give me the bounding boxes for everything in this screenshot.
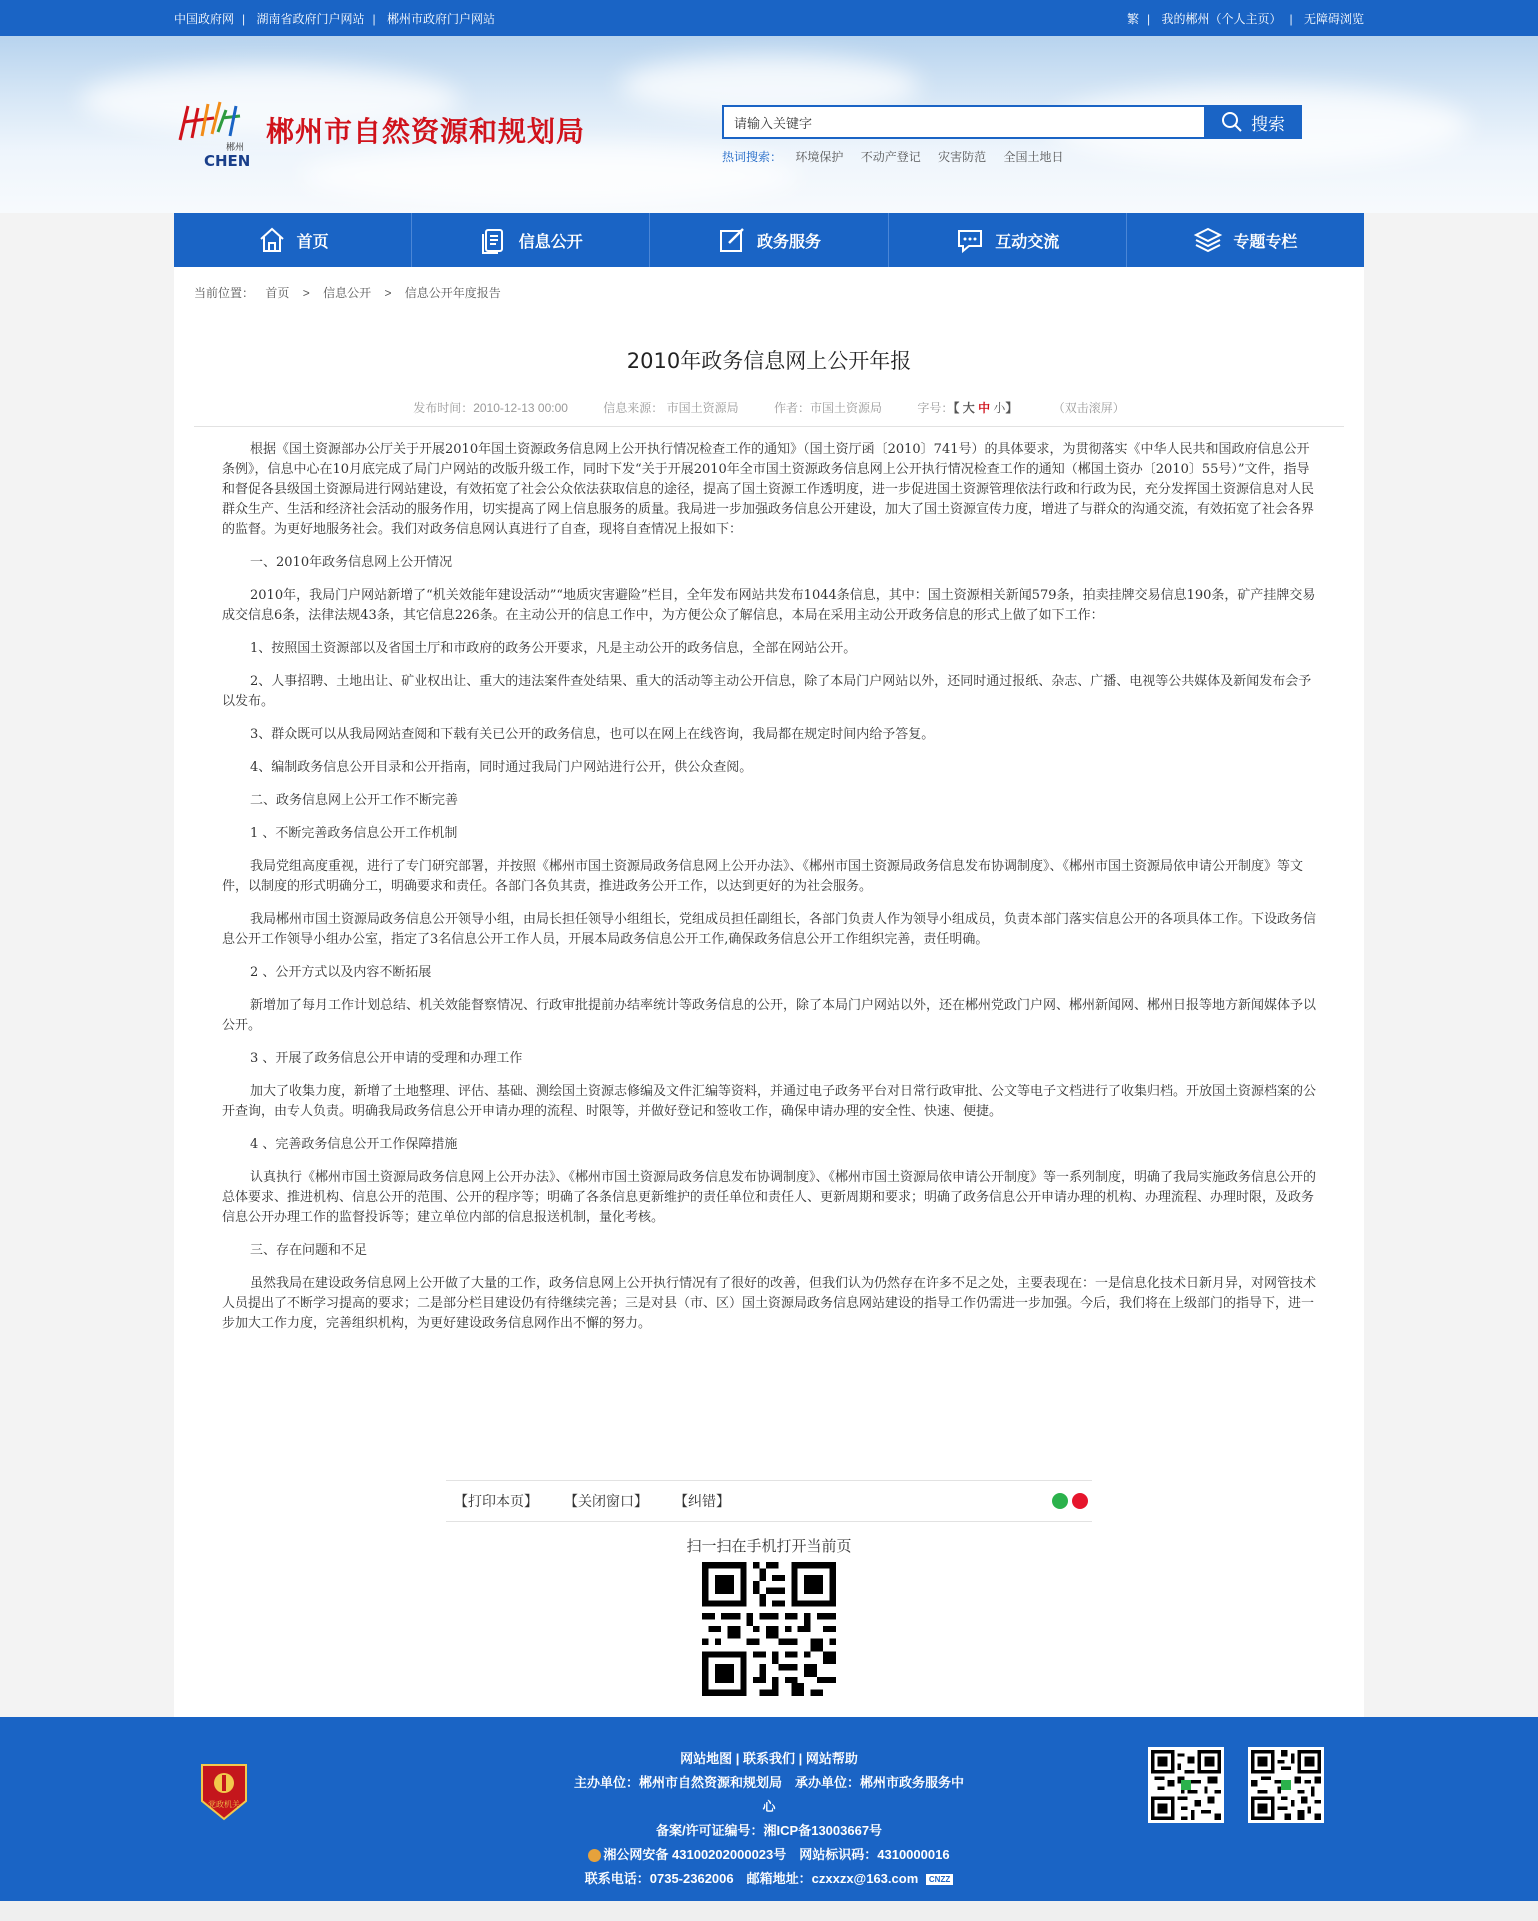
nav-item-home[interactable] [174,213,412,267]
home-icon [257,225,287,255]
print-button[interactable]: 【打印本页】 [454,1494,538,1510]
article-paragraph: 2010年，我局门户网站新增了“机关效能年建设活动”“地质灾害避险”栏目，全年发布网站共发布1044条信息，其中：国土资源相关新闻579条，拍卖挂牌交易信息190条，矿产挂牌交易成交信息6条，法律法规43条，其它信息226条。在主动公开的信息工作中，为方便公众了解信息，本局在采用主动公开政务信息的形式上做了如下工作： [222,588,1316,623]
top-bar [0,0,1538,36]
nav-label: 信息公开 [518,231,583,251]
logo-text: CHEN [204,152,251,170]
font-big-button[interactable]: 大 [962,401,975,415]
accessibility-link[interactable]: 无障碍浏览 [1303,11,1364,26]
hot-words-label: 热词搜索： [722,150,783,164]
divider [194,426,1344,427]
article-paragraph: 2 、公开方式以及内容不断拓展 [250,965,432,980]
footer-icp[interactable]: 备案/许可证编号：湘ICP备13003667号 [655,1823,883,1838]
search-input[interactable] [722,105,1204,139]
article-paragraph: 我局郴州市国土资源局政务信息公开领导小组，由局长担任领导小组组长，党组成员担任副组长，各部门负责人作为领导小组成员，负责本部门落实信息公开的各项具体工作。下设政务信息公开工作领导小组办公室，指定了3名信息公开工作人员，开展本局政务信息公开工作,确保政务信息公开工作组织完善，责任明确。 [222,912,1317,947]
article-paragraph: 加大了收集力度，新增了土地整理、评估、基础、测绘国土资源志修编及文件汇编等资料，并通过电子政务平台对日常行政审批、公文等电子文档进行了收集归档。开放国土资源档案的公开查询，由专人负责。明确我局政务信息公开申请办理的流程、时限等，并做好登记和签收工作，确保申请办理的安全性、快速、便捷。 [222,1084,1317,1119]
article-paragraph: 新增加了每月工作计划总结、机关效能督察情况、行政审批提前办结率统计等政务信息的公开，除了本局门户网站以外，还在郴州党政门户网、郴州新闻网、郴州日报等地方新闻媒体予以公开。 [222,998,1317,1033]
nav-item-interaction[interactable] [889,213,1127,267]
font-small-button[interactable]: 小 [993,401,1006,415]
badge-text: 党政机关 [208,1800,240,1809]
footer-qr-code-1 [1148,1747,1224,1823]
hot-words [722,148,1302,165]
breadcrumb-info-public[interactable]: 信息公开 [323,286,372,300]
article-source: 信息来源： 市国土资源局 [603,401,739,415]
party-gov-badge[interactable] [198,1761,250,1823]
traditional-chinese-link[interactable]: 繁 [1127,11,1140,26]
close-window-button[interactable]: 【关闭窗口】 [564,1494,648,1510]
footer-qr-code-2 [1248,1747,1324,1823]
hot-word[interactable]: 环境保护 [795,150,844,164]
top-links: 中国政府网 | 湖南省政府门户网站 | 郴州市政府门户网站 [174,11,495,26]
article-paragraph: 认真执行《郴州市国土资源局政务信息网上公开办法》、《郴州市国土资源局政务信息发布协调制度》、《郴州市国土资源局依申请公开制度》等一系列制度，明确了我局实施政务信息公开的总体要求、推进机构、信息公开的范围、公开的程序等；明确了各条信息更新维护的责任单位和责任人、更新周期和要求；明确了政务信息公开申请办理的机构、办理流程、办理时限，及政务信息公开办理工作的监督投诉等；建立单位内部的信息报送机制，量化考核。 [222,1170,1317,1225]
my-chenzhou-link[interactable]: 我的郴州（个人主页） [1161,11,1282,26]
article-title: 2010年政务信息网上公开年报 [626,349,912,373]
correction-button[interactable]: 【纠错】 [674,1494,730,1510]
nav-label: 专题专栏 [1233,231,1298,251]
breadcrumb-sep: > [384,286,392,300]
hot-word[interactable]: 不动产登记 [860,150,921,164]
article-paragraph: 二、政务信息网上公开工作不断完善 [250,793,459,808]
article-meta [174,399,1364,416]
link-hunan-gov[interactable]: 湖南省政府门户网站 [256,11,365,26]
breadcrumb-label: 当前位置： [194,286,255,300]
header [0,36,1538,213]
article-paragraph: 根据《国土资源部办公厅关于开展2010年国土资源政务信息网上公开执行情况检查工作的通知》（国土资厅函〔2010〕741号）的具体要求，为贯彻落实《中华人民共和国政府信息公开条例》，信息中心在10月底完成了局门户网站的改版升级工作，同时下发“关于开展2010年全市国土资源政务信息网上公开执行情况检查工作的通知（郴国土资办〔2010〕55号）”文件，指导和督促各县级国土资源局进行网站建设，有效拓宽了社会公众依法获取信息的途径，提高了国土资源工作透明度，进一步促进国土资源管理依法行政和行政为民，充分发挥国土资源信息对人民群众生产、生活和经济社会活动的服务作用，切实提高了网上信息服务的质量。我局进一步加强政务信息公开建设，加大了国土资源宣传力度，增进了与群众的沟通交流，有效拓宽了社会各界的监督。为更好地服务社会。我们对政务信息网认真进行了自查，现将自查情况上报如下： [222,442,1315,537]
layers-icon [1193,225,1223,255]
article-paragraph: 1 、不断完善政务信息公开工作机制 [250,826,458,841]
weibo-icon[interactable] [1072,1493,1088,1509]
logo-small-text: 郴州 [226,143,245,153]
hot-word[interactable]: 灾害防范 [938,150,987,164]
footer-sponsor: 主办单位：郴州市自然资源和规划局 承办单位：郴州市政务服务中心 [574,1775,965,1814]
bottom-strip [0,1901,1538,1921]
link-gov-cn[interactable]: 中国政府网 [174,11,235,26]
police-icon [588,1849,601,1862]
main-nav [174,213,1364,267]
page-qr-code [702,1562,836,1696]
article-body [222,440,1316,1347]
search-button-label: 搜索 [1251,114,1285,135]
chat-icon [955,225,985,255]
search-button[interactable] [1204,105,1302,139]
article-paragraph: 4、编制政务信息公开目录和公开指南，同时通过我局门户网站进行公开，供公众查阅。 [250,760,753,775]
breadcrumb-annual-report[interactable]: 信息公开年度报告 [404,286,501,300]
article-paragraph: 1、按照国土资源部以及省国土厅和市政府的政务公开要求，凡是主动公开的政务信息，全部在网站公开。 [250,641,857,656]
article-tools [446,1480,1092,1522]
footer [0,1717,1538,1901]
nav-label: 互动交流 [995,231,1060,251]
edit-icon [717,225,747,255]
link-chenzhou-gov[interactable]: 郴州市政府门户网站 [386,11,495,26]
nav-label: 政务服务 [757,231,822,251]
article-paragraph: 3 、开展了政务信息公开申请的受理和办理工作 [250,1051,523,1066]
scan-text: 扫一扫在手机打开当前页 [686,1537,852,1555]
site-logo[interactable] [174,92,258,172]
nav-item-info-public[interactable] [412,213,650,267]
footer-links[interactable]: 网站地图 | 联系我们 | 网站帮助 [680,1751,858,1766]
article-paragraph: 一、2010年政务信息网上公开情况 [250,555,453,570]
footer-police: 湘公网安备 43100202000023号 网站标识码：4310000016 [574,1843,964,1867]
publish-time: 发布时间：2010-12-13 00:00 [413,401,568,415]
nav-item-gov-service[interactable] [650,213,888,267]
breadcrumb-sep: > [302,286,310,300]
article-paragraph: 4 、完善政务信息公开工作保障措施 [250,1137,458,1152]
article-paragraph: 虽然我局在建设政务信息网上公开做了大量的工作，政务信息网上公开执行情况有了很好的改善，但我们认为仍然存在许多不足之处，主要表现在：一是信息化技术日新月异，对网管技术人员提出了不断学习提高的要求；二是部分栏目建设仍有待继续完善；三是对县（市、区）国土资源局政务信息网站建设的指导工作仍需进一步加强。今后，我们将在上级部门的指导下，进一步加大工作力度，完善组织机构，为更好建设政务信息网作出不懈的努力。 [222,1276,1317,1331]
article-paragraph: 3、群众既可以从我局网站查阅和下载有关已公开的政务信息，也可以在网上在线咨询，我局都在规定时间内给予答复。 [250,727,935,742]
font-mid-button[interactable]: 中 [978,401,991,415]
top-right-links: 繁 | 我的郴州（个人主页） | 无障碍浏览 [1127,11,1364,26]
share-icons [1052,1493,1088,1509]
dblclick-scroll[interactable]: （双击滚屏） [1052,401,1125,415]
nav-label: 首页 [296,231,329,251]
article-paragraph: 我局党组高度重视，进行了专门研究部署，并按照《郴州市国土资源局政务信息网上公开办法》、《郴州市国土资源局政务信息发布协调制度》、《郴州市国土资源局依申请公开制度》等文件，以制度的形式明确分工，明确要求和责任。各部门各负其责，推进政务公开工作，以达到更好的为社会服务。 [222,859,1304,894]
cnzz-icon[interactable]: CNZZ [926,1874,953,1885]
main-content [174,267,1364,1717]
footer-info [574,1747,964,1891]
search-area [722,105,1302,165]
search-icon [1221,111,1243,133]
site-title: 郴州市自然资源和规划局 [266,115,586,148]
article-paragraph: 2、人事招聘、土地出让、矿业权出让、重大的违法案件查处结果、重大的活动等主动公开信息，除了本局门户网站以外，还同时通过报纸、杂志、广播、电视等公共媒体及新闻发布会予以发布。 [222,674,1312,709]
wechat-icon[interactable] [1052,1493,1068,1509]
document-icon [479,225,509,255]
hot-word[interactable]: 全国土地日 [1003,150,1064,164]
nav-item-special[interactable] [1127,213,1364,267]
breadcrumb [194,284,501,301]
footer-contact: 联系电话：0735-2362006 邮箱地址：czxxzx@163.com CNZZ [574,1867,964,1891]
article-author: 作者：市国土资源局 [773,401,882,415]
font-size-control: 字号：【 大 中 小】 [917,401,1018,415]
article-paragraph: 三、存在问题和不足 [250,1243,368,1258]
breadcrumb-home[interactable]: 首页 [265,286,290,300]
